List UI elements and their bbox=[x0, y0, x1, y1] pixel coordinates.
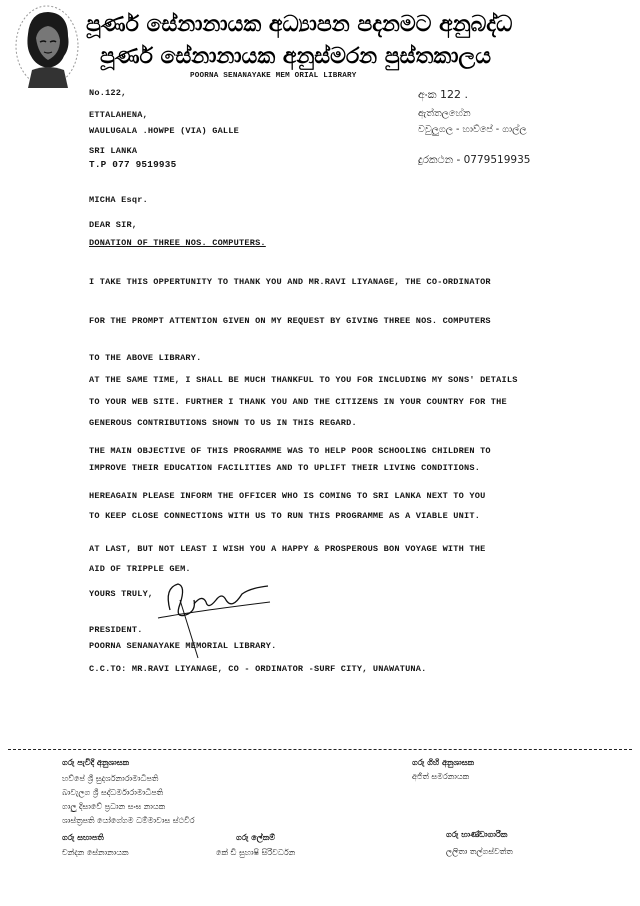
subject-line: DONATION OF THREE NOS. COMPUTERS. bbox=[89, 238, 266, 248]
header-title-line1: පූර්ණ සේනානායක අධ්‍යාපන පදනමට අනුබද්ධ bbox=[86, 12, 513, 37]
paragraph1-line1: I TAKE THIS OPPERTUNITY TO THANK YOU AND MR.RAVI LIYANAGE, THE CO-ORDINATOR bbox=[89, 277, 491, 287]
closing: YOURS TRULY, bbox=[89, 589, 154, 599]
address-country: SRI LANKA bbox=[89, 146, 138, 156]
address-si-line2: වවුලුගල - හාව්පේ - ගාල්ල bbox=[418, 124, 527, 135]
address-si-line1: ඇත්තලහේන bbox=[418, 108, 471, 119]
paragraph3-line2: IMPROVE THEIR EDUCATION FACILITIES AND TO UPLIFT THEIR LIVING CONDITIONS. bbox=[89, 463, 481, 473]
footer-divider bbox=[8, 749, 632, 750]
chairman-label: ගරු සභාපති bbox=[62, 833, 104, 842]
patron-2: බාවැලග ශ්‍රී සද්ධර්මාරාමාධිපති bbox=[62, 788, 164, 797]
paragraph4-line2: TO KEEP CLOSE CONNECTIONS WITH US TO RUN THIS PROGRAMME AS A VIABLE UNIT. bbox=[89, 511, 481, 521]
paragraph5-line1: AT LAST, BUT NOT LEAST I WISH YOU A HAPPY & PROSPEROUS BON VOYAGE WITH THE bbox=[89, 544, 486, 554]
paragraph2-line2: TO YOUR WEB SITE. FURTHER I THANK YOU AND THE CITIZENS IN YOUR COUNTRY FOR THE bbox=[89, 397, 507, 407]
lay-patron-name: අජිත් සමරනායක bbox=[412, 772, 470, 781]
cc-line: C.C.TO: MR.RAVI LIYANAGE, CO - ORDINATOR -SURF CITY, UNAWATUNA. bbox=[89, 664, 427, 674]
address-phone: T.P 077 9519935 bbox=[89, 159, 177, 170]
signatory-title: PRESIDENT. bbox=[89, 625, 143, 635]
lay-patron-label: ගරු ගිහි අනුශාසක bbox=[412, 758, 475, 767]
address-line2: WAULUGALA .HOWPE (VIA) GALLE bbox=[89, 126, 239, 136]
chairman-name: චන්දන සේනානායක bbox=[62, 848, 129, 857]
header-title-line2: පූර්ණ සේනානායක අනුස්මරන පුස්තකාලය bbox=[100, 44, 492, 69]
paragraph2-line3: GENEROUS CONTRIBUTIONS SHOWN TO US IN THIS REGARD. bbox=[89, 418, 357, 428]
secretary-label: ගරු ලේකම් bbox=[236, 833, 275, 842]
address-line1: ETTALAHENA, bbox=[89, 110, 148, 120]
signatory-org: POORNA SENANAYAKE MEMORIAL LIBRARY. bbox=[89, 641, 277, 651]
treasurer-label: ගරු භාණ්ඩාගාරික bbox=[446, 830, 508, 839]
patrons-label: ගරු පැවිදි අනුශාසක bbox=[62, 758, 129, 767]
salutation: DEAR SIR, bbox=[89, 220, 138, 230]
address-si-number: අංක 122 . bbox=[418, 88, 468, 101]
treasurer-name: ලලිතා තල්ගස්වත්ත bbox=[446, 847, 513, 856]
patron-1: හව්පේ ශ්‍රී සුදර්ශනාරාමාධිපති bbox=[62, 774, 159, 783]
address-number: No.122, bbox=[89, 88, 127, 98]
paragraph3-line1: THE MAIN OBJECTIVE OF THIS PROGRAMME WAS TO HELP POOR SCHOOLING CHILDREN TO bbox=[89, 446, 491, 456]
paragraph1-line3: TO THE ABOVE LIBRARY. bbox=[89, 353, 202, 363]
patron-4: ශාස්ත්‍රපති යෝගේගම ධම්මාවාස ස්ථවිර bbox=[62, 816, 195, 825]
address-si-phone: දුරකථන - 0779519935 bbox=[418, 154, 531, 166]
paragraph4-line1: HEREAGAIN PLEASE INFORM THE OFFICER WHO IS COMING TO SRI LANKA NEXT TO YOU bbox=[89, 491, 486, 501]
patron-3: ගාලු දිසාවේ ප්‍රධාන සංඝ නායක bbox=[62, 802, 166, 811]
recipient: MICHA Esqr. bbox=[89, 195, 148, 205]
header-english-name: POORNA SENANAYAKE MEM ORIAL LIBRARY bbox=[190, 72, 357, 80]
secretary-name: කේ ඩී සුහාෂි සිරිවර්ධන bbox=[216, 848, 296, 857]
library-logo bbox=[14, 4, 80, 92]
paragraph1-line2: FOR THE PROMPT ATTENTION GIVEN ON MY REQUEST BY GIVING THREE NOS. COMPUTERS bbox=[89, 316, 491, 326]
paragraph2-line1: AT THE SAME TIME, I SHALL BE MUCH THANKFUL TO YOU FOR INCLUDING MY SONS' DETAILS bbox=[89, 375, 518, 385]
paragraph5-line2: AID OF TRIPPLE GEM. bbox=[89, 564, 191, 574]
